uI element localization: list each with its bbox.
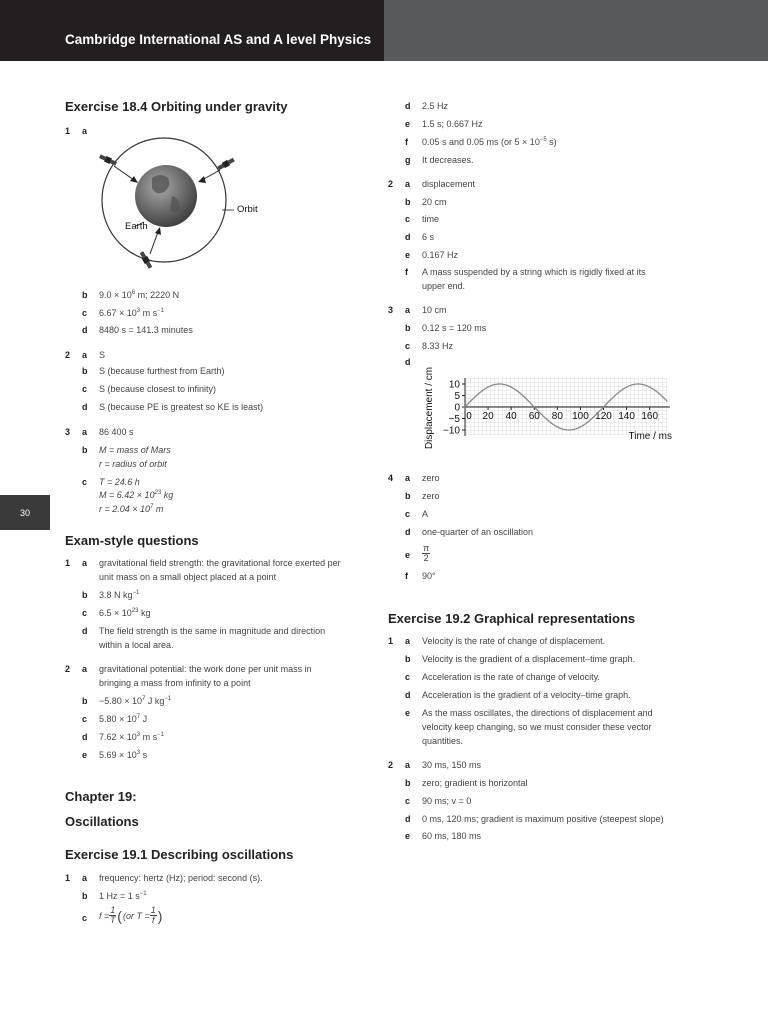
q-letter: a	[405, 636, 411, 646]
answer-text: zero; gradient is horizontal	[422, 778, 528, 788]
chapter-title: Chapter 19:	[65, 789, 137, 804]
answer-text: quantities.	[422, 736, 464, 746]
q-letter: a	[405, 179, 411, 189]
answer-text: velocity keep changing, so we must consider these vector	[422, 722, 652, 732]
data-point	[482, 390, 483, 391]
q-letter: c	[405, 509, 411, 519]
arrow-head-icon	[198, 176, 206, 183]
answer-text: 8.33 Hz	[422, 341, 454, 351]
y-tick-label: 10	[448, 379, 460, 391]
q-number: 3	[65, 427, 71, 437]
x-tick-label: 160	[641, 411, 659, 422]
y-tick-label: 5	[454, 391, 460, 402]
orbit-label: Orbit	[237, 204, 258, 215]
q-number: 2	[388, 179, 394, 189]
answer-text: 1 Hz = 1 $s^{-1}$	[99, 891, 147, 901]
answer-text: within a local area.	[99, 640, 174, 650]
answer-text: zero	[422, 473, 440, 483]
answer-text: Acceleration is the gradient of a velocity–time graph.	[422, 690, 631, 700]
answer-text: S (because PE is greatest so KE is least)	[99, 402, 264, 412]
answer-text: 2.5 Hz	[422, 101, 449, 111]
q-letter: b	[405, 323, 411, 333]
answer-text: 20 cm	[422, 197, 447, 207]
answer-text: r = radius of orbit	[99, 459, 167, 469]
header-bar	[0, 0, 384, 61]
answer-text: S (because furthest from Earth)	[99, 366, 225, 376]
q-number: 2	[65, 664, 71, 674]
q-letter: f	[405, 267, 408, 277]
q-letter: a	[405, 473, 411, 483]
answer-text: $5.80 \times 10^7$ J	[99, 714, 148, 724]
heading-exercise-19-2: Exercise 19.2 Graphical representations	[388, 611, 636, 626]
q-letter: c	[82, 714, 88, 724]
data-point	[638, 383, 639, 384]
answer-text: upper end.	[422, 281, 466, 291]
satellite-icon	[99, 153, 118, 166]
answer-text: 60 ms, 180 ms	[422, 831, 482, 841]
answer-text: 90 ms; v = 0	[422, 796, 472, 806]
q-letter: a	[405, 305, 411, 315]
x-tick-label: 80	[551, 411, 563, 422]
x-tick-label: 40	[505, 411, 517, 422]
data-point	[534, 406, 535, 407]
y-axis-label: Displacement / cm	[424, 366, 435, 450]
answer-text: A mass suspended by a string which is rigidly fixed at its	[422, 267, 646, 277]
q-letter: b	[82, 696, 88, 706]
q-letter: a	[82, 126, 88, 136]
x-tick-label: 0	[466, 411, 472, 422]
data-point	[551, 423, 552, 424]
answer-text: 8480 s = 141.3 minutes	[99, 325, 193, 335]
x-tick-label: 140	[618, 411, 635, 422]
answer-text: The field strength is the same in magnitude and direction	[99, 626, 326, 636]
y-tick-label: −10	[443, 425, 460, 437]
page-number: 30	[0, 495, 50, 530]
q-letter: d	[82, 325, 88, 335]
q-letter: e	[405, 708, 411, 718]
q-number: 2	[388, 760, 394, 770]
answer-text: $7.62 \times 10^3$ m $s^{-1}$	[99, 732, 164, 742]
answer-text: zero	[422, 491, 440, 501]
q-letter: c	[82, 308, 88, 318]
q-letter: d	[405, 101, 411, 111]
q-letter: c	[405, 796, 411, 806]
q-letter: d	[82, 402, 88, 412]
q-letter: a	[82, 350, 88, 360]
q-letter: d	[82, 732, 88, 742]
fraction-pi-over-2: $\frac{\pi}{2}$	[423, 543, 430, 563]
q-number: 1	[65, 558, 71, 568]
answer-text: displacement	[422, 179, 476, 189]
answer-text: gravitational potential: the work done per unit mass in	[99, 664, 312, 674]
q-letter: e	[405, 550, 411, 560]
orbit-diagram	[92, 130, 272, 275]
x-tick-label: 20	[482, 411, 494, 422]
answer-text: gravitational field strength: the gravitational force exerted per	[99, 558, 341, 568]
earth-label: Earth	[125, 221, 148, 232]
y-tick-label: 0	[454, 402, 460, 414]
q-letter: a	[405, 760, 411, 770]
answer-text: 90°	[422, 571, 436, 581]
book-title: Cambridge International AS and A level Physics	[65, 32, 372, 47]
q-letter: c	[405, 341, 411, 351]
q-letter: d	[405, 814, 411, 824]
x-tick-label: 60	[528, 411, 540, 422]
chapter-subtitle: Oscillations	[65, 814, 139, 829]
answer-text: 0.05 s and 0.05 ms (or $5 \times 10^{-5}$ s)	[422, 137, 557, 147]
satellite-icon	[139, 251, 153, 270]
answer-text: 30 ms, 150 ms	[422, 760, 482, 770]
q-letter: b	[82, 290, 88, 300]
answer-text: $5.69 \times 10^3$ s	[99, 750, 148, 760]
displacement-time-chart	[418, 358, 680, 460]
answer-text: $9.0 \times 10^6$ m; 2220 N	[99, 290, 180, 300]
q-number: 4	[388, 473, 394, 483]
data-point	[666, 400, 667, 401]
q-letter: c	[405, 672, 411, 682]
q-letter: e	[405, 250, 411, 260]
answer-text: A	[422, 509, 429, 519]
force-arrow	[114, 166, 134, 180]
data-point	[568, 429, 569, 430]
q-letter: d	[405, 357, 411, 367]
answer-text: unit mass on a small object placed at a point	[99, 572, 277, 582]
q-letter: b	[405, 778, 411, 788]
data-point	[516, 390, 517, 391]
x-tick-label: 120	[595, 411, 612, 422]
answer-text: 0 ms, 120 ms; gradient is maximum positive (steepest slope)	[422, 814, 664, 824]
q-letter: d	[82, 626, 88, 636]
answer-text: $r = 2.04 \times 10^7$ m	[99, 504, 164, 514]
q-letter: c	[82, 913, 88, 923]
q-letter: d	[405, 690, 411, 700]
answer-text: one-quarter of an oscillation	[422, 527, 534, 537]
answer-text: time	[422, 214, 440, 224]
answer-text: $-5.80 \times 10^7$ J $kg^{-1}$	[99, 696, 172, 706]
data-point	[620, 390, 621, 391]
answer-text: 10 cm	[422, 305, 447, 315]
answer-text: Acceleration is the rate of change of velocity.	[422, 672, 600, 682]
answer-text: 0.167 Hz	[422, 250, 459, 260]
formula-frequency: f = $\frac{1}{T}$ ( (or T = $\frac{1}{f}$ )	[99, 905, 163, 925]
heading-exam-style: Exam-style questions	[65, 533, 199, 548]
arrow-head-icon	[155, 227, 161, 235]
y-tick-label: −5	[448, 414, 460, 425]
q-letter: c	[82, 608, 88, 618]
answer-text: $6.67 \times 10^3$ m $s^{-1}$	[99, 308, 164, 318]
q-letter: b	[405, 654, 411, 664]
answer-text: T = 24.6 h	[99, 477, 140, 487]
answer-text: M = mass of Mars	[99, 445, 171, 455]
data-point	[655, 390, 656, 391]
answer-text: 1.5 s; 0.667 Hz	[422, 119, 483, 129]
data-point	[499, 383, 500, 384]
q-letter: g	[405, 155, 411, 165]
answer-text: 86 400 s	[99, 427, 134, 437]
x-tick-label: 100	[572, 411, 589, 422]
q-letter: c	[82, 384, 88, 394]
q-letter: d	[405, 527, 411, 537]
q-letter: a	[82, 664, 88, 674]
data-point	[603, 406, 604, 407]
answer-text: It decreases.	[422, 155, 474, 165]
q-letter: e	[405, 831, 411, 841]
heading-exercise-18-4: Exercise 18.4 Orbiting under gravity	[65, 99, 288, 114]
q-letter: e	[82, 750, 88, 760]
answer-text: S	[99, 350, 106, 360]
answer-text: 3.8 N $kg^{-1}$	[99, 590, 140, 600]
q-number: 3	[388, 305, 394, 315]
q-letter: b	[82, 445, 88, 455]
earth-globe	[135, 165, 197, 227]
answer-text: frequency: hertz (Hz); period: second (s).	[99, 873, 263, 883]
q-number: 1	[388, 636, 394, 646]
q-letter: f	[405, 137, 408, 147]
answer-text: $M = 6.42 \times 10^{23}$ kg	[99, 490, 174, 500]
heading-exercise-19-1: Exercise 19.1 Describing oscillations	[65, 847, 294, 862]
answer-text: As the mass oscillates, the directions of displacement and	[422, 708, 653, 718]
q-number: 1	[65, 873, 71, 883]
q-letter: f	[405, 571, 408, 581]
arrow-head-icon	[130, 176, 138, 183]
x-axis-label: Time / ms	[628, 431, 672, 442]
header-bar-right	[384, 0, 768, 61]
q-letter: b	[82, 891, 88, 901]
answer-text: 0.12 s = 120 ms	[422, 323, 487, 333]
q-letter: b	[82, 590, 88, 600]
q-letter: c	[82, 477, 88, 487]
answer-text: S (because closest to infinity)	[99, 384, 217, 394]
q-number: 1	[65, 126, 71, 136]
q-letter: b	[405, 491, 411, 501]
data-point	[586, 423, 587, 424]
q-letter: c	[405, 214, 411, 224]
q-letter: a	[82, 873, 88, 883]
q-letter: a	[82, 427, 88, 437]
q-letter: b	[82, 366, 88, 376]
answer-text: Velocity is the gradient of a displacement–time graph.	[422, 654, 636, 664]
force-arrow	[150, 232, 158, 254]
q-letter: a	[82, 558, 88, 568]
answer-text: bringing a mass from infinity to a point	[99, 678, 251, 688]
q-letter: e	[405, 119, 411, 129]
answer-text: $6.5 \times 10^{23}$ kg	[99, 608, 151, 618]
q-letter: d	[405, 232, 411, 242]
satellite-icon	[217, 157, 236, 171]
q-number: 2	[65, 350, 71, 360]
q-letter: b	[405, 197, 411, 207]
answer-text: 6 s	[422, 232, 435, 242]
answer-text: Velocity is the rate of change of displacement.	[422, 636, 606, 646]
data-point	[464, 406, 465, 407]
